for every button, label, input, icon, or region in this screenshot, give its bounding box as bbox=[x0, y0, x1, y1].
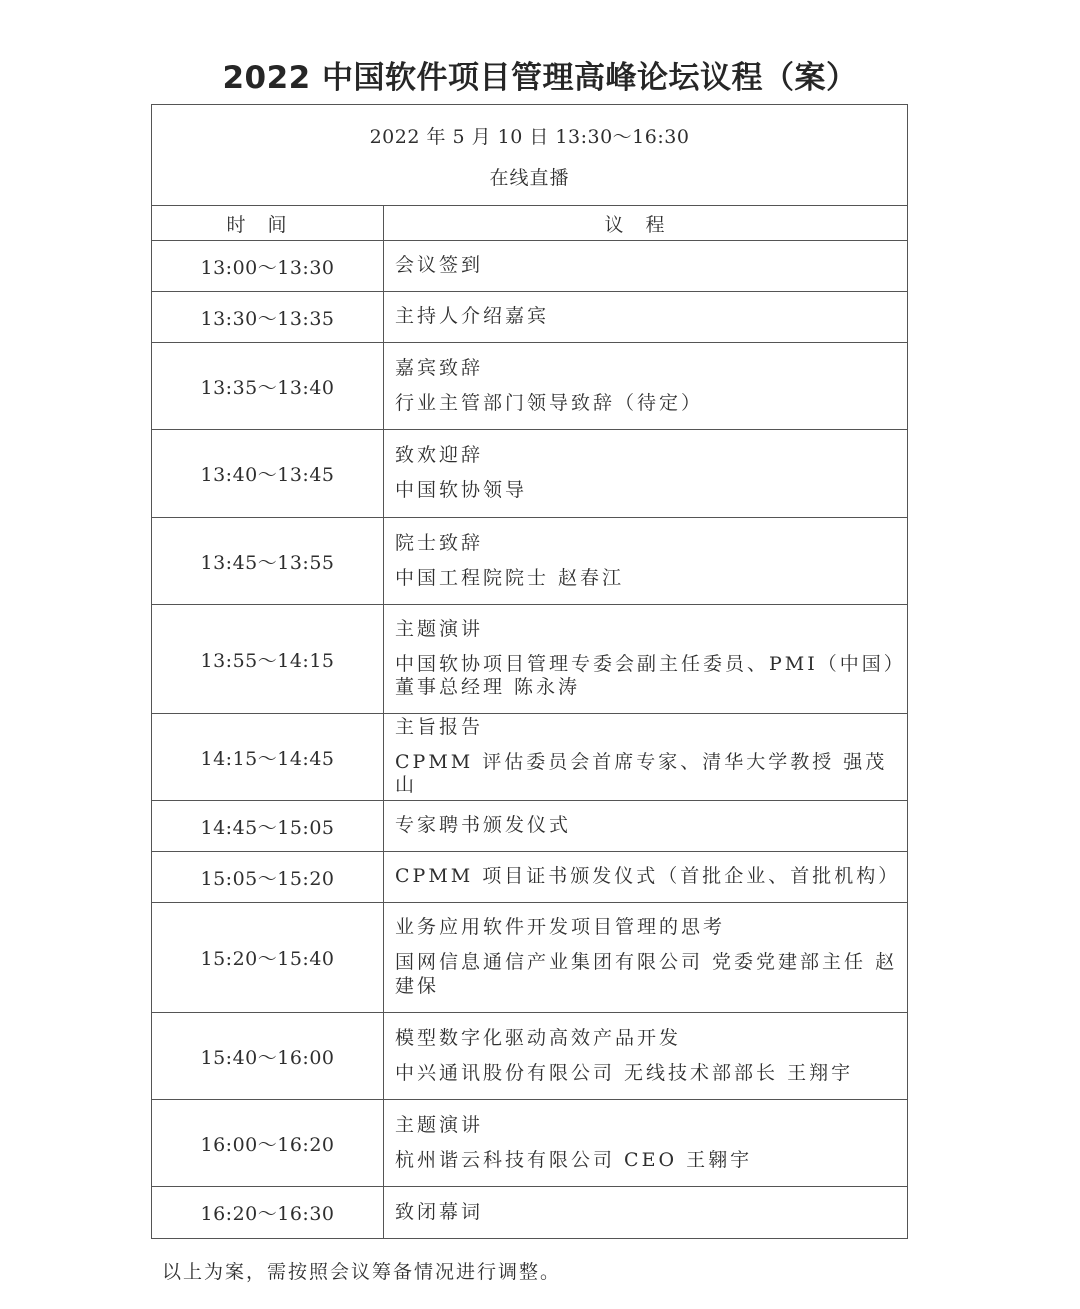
agenda-table bbox=[151, 104, 908, 1239]
time-cell: 13:30～13:35 bbox=[152, 292, 384, 343]
agenda-cell bbox=[384, 801, 908, 852]
agenda-item-title: 主题演讲 bbox=[395, 617, 484, 640]
time-cell: 16:00～16:20 bbox=[152, 1100, 384, 1187]
table-row bbox=[152, 343, 908, 430]
header-row bbox=[152, 105, 908, 206]
time-cell: 13:35～13:40 bbox=[152, 343, 384, 430]
agenda-item-title: 致闭幕词 bbox=[395, 1200, 484, 1223]
table-row bbox=[152, 801, 908, 852]
event-venue: 在线直播 bbox=[489, 167, 570, 189]
column-header-time: 时间 bbox=[152, 206, 384, 241]
agenda-cell bbox=[384, 903, 908, 1013]
time-cell: 16:20～16:30 bbox=[152, 1187, 384, 1239]
time-cell: 15:05～15:20 bbox=[152, 852, 384, 903]
table-row bbox=[152, 605, 908, 714]
agenda-item-detail: 国网信息通信产业集团有限公司 党委党建部主任 赵建保 bbox=[395, 951, 898, 997]
agenda-item-detail: CPMM 评估委员会首席专家、清华大学教授 强茂山 bbox=[395, 750, 888, 797]
agenda-item-title: 主题演讲 bbox=[395, 1113, 484, 1136]
agenda-item-title: 模型数字化驱动高效产品开发 bbox=[395, 1026, 682, 1049]
agenda-item-title: 致欢迎辞 bbox=[395, 444, 484, 467]
agenda-cell bbox=[384, 1013, 908, 1100]
column-header-row bbox=[152, 206, 908, 241]
table-row bbox=[152, 518, 908, 605]
agenda-item-detail: 中兴通讯股份有限公司 无线技术部部长 王翔宇 bbox=[395, 1061, 854, 1084]
table-row bbox=[152, 292, 908, 343]
agenda-item-title: 会议签到 bbox=[395, 254, 484, 277]
agenda-cell bbox=[384, 343, 908, 430]
table-row bbox=[152, 430, 908, 518]
agenda-cell bbox=[384, 241, 908, 292]
agenda-item-detail: 行业主管部门领导致辞（待定） bbox=[395, 391, 704, 414]
time-cell: 13:45～13:55 bbox=[152, 518, 384, 605]
agenda-cell bbox=[384, 852, 908, 903]
agenda-cell bbox=[384, 430, 908, 518]
agenda-item-detail: 中国软协项目管理专委会副主任委员、PMI（中国）董事总经理 陈永涛 bbox=[395, 652, 897, 699]
time-cell: 13:55～14:15 bbox=[152, 605, 384, 714]
time-cell: 14:45～15:05 bbox=[152, 801, 384, 852]
event-info-cell bbox=[152, 105, 908, 206]
event-datetime: 2022 年 5 月 10 日 13:30～16:30 bbox=[369, 126, 690, 148]
time-cell: 13:00～13:30 bbox=[152, 241, 384, 292]
table-row bbox=[152, 903, 908, 1013]
agenda-item-detail: 杭州谐云科技有限公司 CEO 王翱宇 bbox=[395, 1148, 753, 1171]
table-row bbox=[152, 852, 908, 903]
agenda-cell bbox=[384, 714, 908, 801]
agenda-cell bbox=[384, 1187, 908, 1239]
agenda-item-detail: 中国工程院院士 赵春江 bbox=[395, 566, 625, 589]
agenda-item-title: 专家聘书颁发仪式 bbox=[395, 814, 572, 837]
table-row bbox=[152, 1013, 908, 1100]
table-row bbox=[152, 1187, 908, 1239]
table-row bbox=[152, 714, 908, 801]
agenda-cell bbox=[384, 1100, 908, 1187]
table-row bbox=[152, 1100, 908, 1187]
agenda-cell bbox=[384, 292, 908, 343]
time-cell: 15:40～16:00 bbox=[152, 1013, 384, 1100]
table-row bbox=[152, 241, 908, 292]
agenda-cell bbox=[384, 605, 908, 714]
document-title: 2022 中国软件项目管理高峰论坛议程（案） bbox=[222, 60, 858, 96]
agenda-cell bbox=[384, 518, 908, 605]
time-cell: 13:40～13:45 bbox=[152, 430, 384, 518]
agenda-item-title: 业务应用软件开发项目管理的思考 bbox=[395, 916, 726, 939]
agenda-item-title: 院士致辞 bbox=[395, 531, 484, 554]
agenda-item-title: 主持人介绍嘉宾 bbox=[395, 305, 550, 328]
time-cell: 14:15～14:45 bbox=[152, 714, 384, 801]
agenda-item-title: CPMM 项目证书颁发仪式（首批企业、首批机构） bbox=[395, 865, 901, 888]
agenda-item-title: 嘉宾致辞 bbox=[395, 356, 484, 379]
agenda-item-title: 主旨报告 bbox=[395, 715, 484, 738]
footnote: 以上为案，需按照会议筹备情况进行调整。 bbox=[162, 1261, 562, 1283]
column-header-agenda: 议程 bbox=[384, 206, 908, 241]
time-cell: 15:20～15:40 bbox=[152, 903, 384, 1013]
agenda-item-detail: 中国软协领导 bbox=[395, 479, 528, 501]
